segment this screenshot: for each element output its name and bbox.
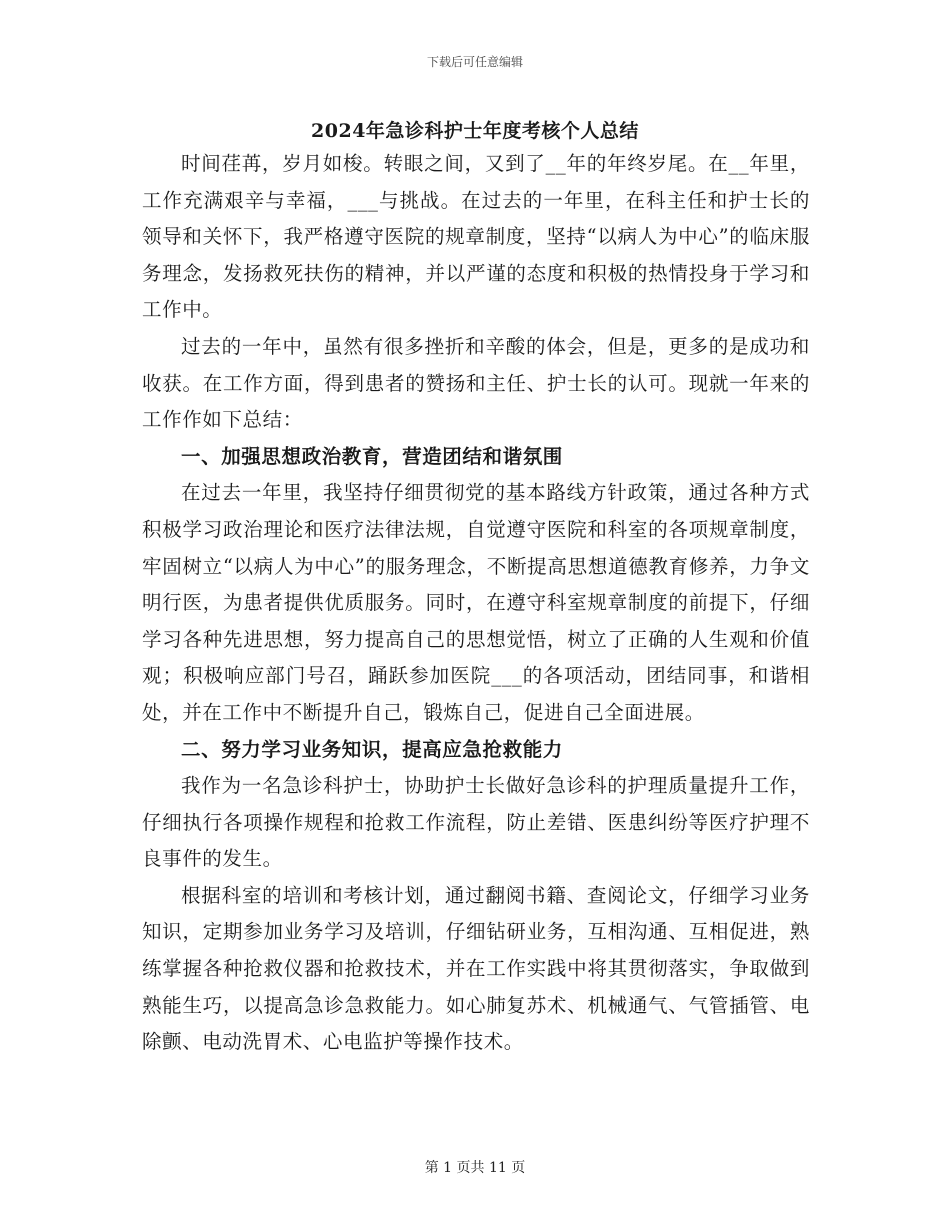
- paragraph-overview: 过去的一年中，虽然有很多挫折和辛酸的体会，但是，更多的是成功和收获。在工作方面，得到患者的赞扬和主任、护士长的认可。现就一年来的工作作如下总结：: [142, 334, 810, 432]
- document-title: 2024年急诊科护士年度考核个人总结: [311, 120, 639, 142]
- paragraph-section-2a: 我作为一名急诊科护士，协助护士长做好急诊科的护理质量提升工作，仔细执行各项操作规程和抢救工作流程，防止差错、医患纠纷等医疗护理不良事件的发生。: [142, 774, 810, 871]
- paragraph-section-2b: 根据科室的培训和考核计划，通过翻阅书籍、查阅论文，仔细学习业务知识，定期参加业务学习及培训，仔细钻研业务，互相沟通、互相促进，熟练掌握各种抢救仪器和抢救技术，并在工作实践中将其贯彻落实，争取做到熟能生巧，以提高急诊急救能力。如心肺复苏术、机械通气、气管插管、电除颤、电动洗胃术、心电监护等操作技术。: [142, 883, 810, 1054]
- paragraph-intro: 时间荏苒，岁月如梭。转眼之间，又到了__年的年终岁尾。在__年里，工作充满艰辛与幸福，___与挑战。在过去的一年里，在科主任和护士长的领导和关怀下，我严格遵守医院的规章制度，坚持“以病人为中心”的临床服务理念，发扬救死扶伤的精神，并以严谨的态度和积极的热情投身于学习和工作中。: [142, 152, 810, 322]
- document-body: [142, 146, 810, 1061]
- section-heading-1: 一、加强思想政治教育，营造团结和谐氛围: [181, 444, 563, 468]
- section-heading-2: 二、努力学习业务知识，提高应急抢救能力: [181, 737, 563, 761]
- page-footer: 第 1 页共 11 页: [424, 1160, 526, 1176]
- header-note: 下载后可任意编辑: [426, 55, 523, 69]
- paragraph-section-1: 在过去一年里，我坚持仔细贯彻党的基本路线方针政策，通过各种方式积极学习政治理论和医疗法律法规，自觉遵守医院和科室的各项规章制度，牢固树立“以病人为中心”的服务理念，不断提高思想道德教育修养，力争文明行医，为患者提供优质服务。同时，在遵守科室规章制度的前提下，仔细学习各种先进思想，努力提高自己的思想觉悟，树立了正确的人生观和价值观；积极响应部门号召，踊跃参加医院___的各项活动，团结同事，和谐相处，并在工作中不断提升自己，锻炼自己，促进自己全面进展。: [142, 481, 810, 724]
